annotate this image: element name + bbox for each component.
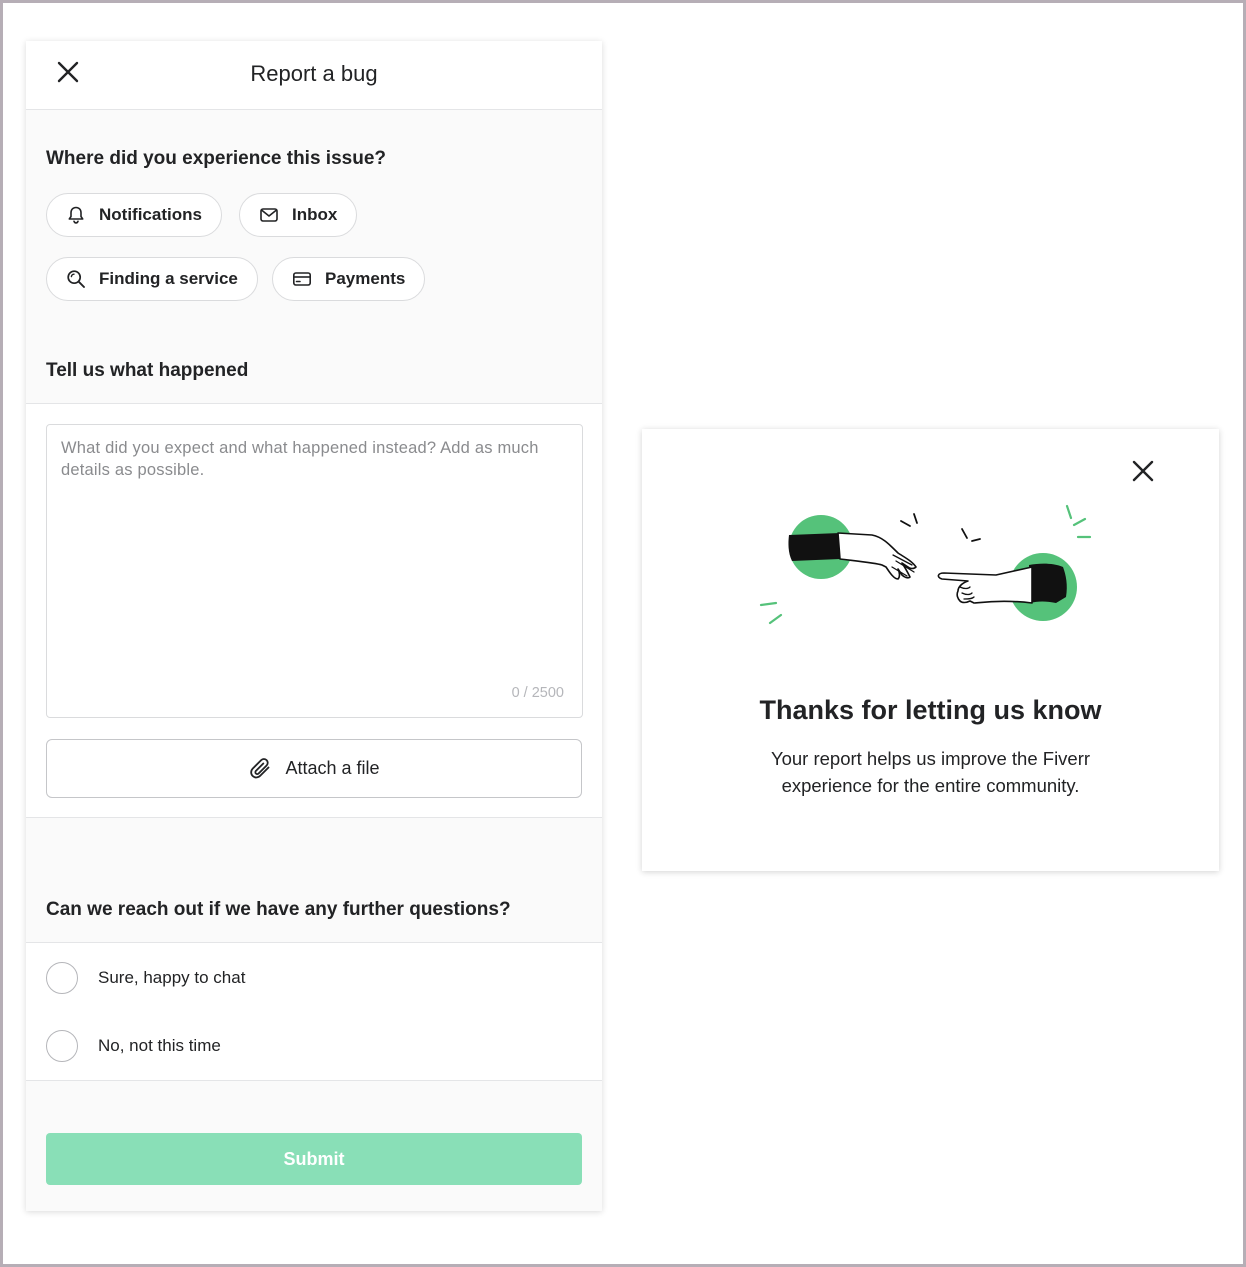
close-icon — [56, 60, 80, 84]
option-notifications[interactable] — [46, 193, 222, 237]
paperclip-icon — [248, 756, 274, 782]
details-label: Tell us what happened — [46, 360, 249, 381]
radio-option-yes[interactable] — [46, 961, 245, 995]
details-placeholder: What did you expect and what happened instead? Add as much details as possible. — [61, 439, 539, 479]
submit-button[interactable]: Submit — [46, 1133, 582, 1185]
page-title: Report a bug — [250, 61, 378, 86]
bell-icon — [65, 204, 87, 226]
envelope-icon — [258, 204, 280, 226]
location-question: Where did you experience this issue? — [46, 148, 386, 169]
credit-card-icon — [291, 268, 313, 290]
close-icon — [1131, 459, 1155, 483]
option-label: Payments — [325, 269, 406, 288]
character-counter: 0 / 2500 — [511, 685, 564, 701]
radio-button[interactable] — [46, 962, 78, 994]
option-payments[interactable] — [272, 257, 425, 301]
thanks-message: Your report helps us improve the Fiverr experience for the entire community. — [770, 748, 1091, 796]
radio-label: Sure, happy to chat — [98, 968, 246, 987]
option-label: Notifications — [99, 205, 202, 224]
option-inbox[interactable] — [239, 193, 357, 237]
option-finding-a-service[interactable] — [46, 257, 258, 301]
contact-question: Can we reach out if we have any further questions? — [46, 899, 511, 920]
thanks-title: Thanks for letting us know — [759, 695, 1102, 725]
radio-option-no[interactable] — [46, 1029, 221, 1063]
details-textarea[interactable] — [46, 424, 583, 718]
search-icon — [65, 268, 87, 290]
panel-header — [26, 41, 602, 110]
report-bug-panel — [26, 41, 602, 1211]
attach-file-button[interactable] — [46, 739, 582, 798]
attach-file-label: Attach a file — [285, 758, 380, 778]
radio-button[interactable] — [46, 1030, 78, 1062]
hands-reaching-illustration — [752, 499, 1102, 639]
radio-label: No, not this time — [98, 1036, 221, 1055]
option-label: Inbox — [292, 205, 338, 224]
option-label: Finding a service — [99, 269, 238, 288]
modal-close-button[interactable] — [1131, 459, 1155, 483]
close-button[interactable] — [56, 60, 80, 84]
thanks-modal — [642, 429, 1219, 871]
